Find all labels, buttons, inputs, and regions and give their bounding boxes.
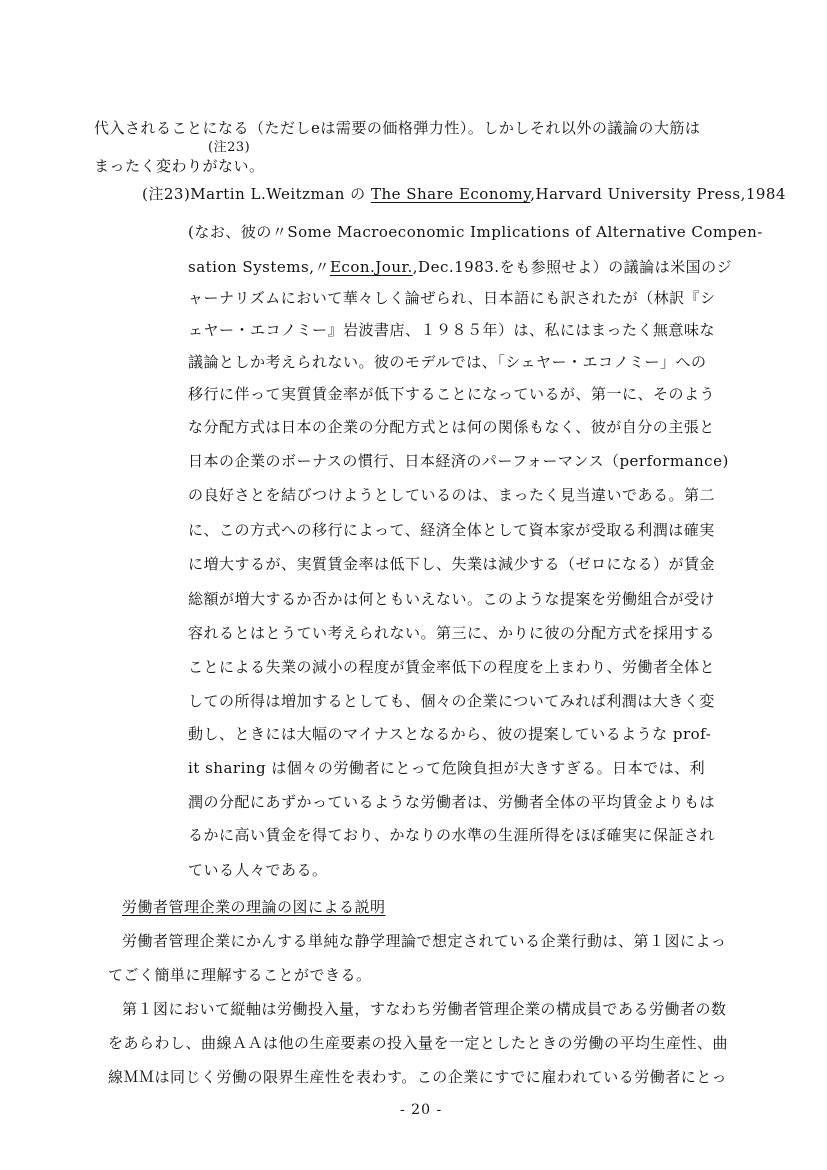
- footnote-line-12: に増大するが、実質賃金率は低下し、失業は減少する（ゼロになる）が賃金: [188, 555, 716, 573]
- paragraph-1-line-1: 代入されることになる（ただしeは需要の価格弾力性）。しかしそれ以外の議論の大筋は: [94, 119, 701, 137]
- footnote-line-3: [188, 258, 732, 276]
- paragraph-3-line-2: をあらわし、曲線ＡＡは他の生産要素の投入量を一定としたときの労働の平均生産性、曲: [108, 1034, 729, 1052]
- footnote-line-5: ェヤー・エコノミー』岩波書店、１９８５年）は、私にはまったく無意味な: [188, 321, 716, 339]
- paragraph-3-line-3: 線ＭＭは同じく労働の限界生産性を表わす。この企業にすでに雇われている労働者にとっ: [108, 1068, 727, 1086]
- footnote-line-14: 容れるとはとうてい考えられない。第三に、かりに彼の分配方式を採用する: [188, 624, 716, 642]
- paragraph-2-line-2: てごく簡単に理解することができる。: [108, 966, 372, 984]
- footnote-line-10: の良好さとを結びつけようとしているのは、まったく見当違いである。第二: [188, 486, 716, 504]
- footnote-journal: Econ.Jour.: [329, 258, 413, 276]
- footnote-line-19: 潤の分配にあずかっているような労働者は、労働者全体の平均賃金よりもは: [188, 793, 716, 811]
- footnote-line-11: に、この方式への移行によって、経済全体として資本家が受取る利潤は確実: [188, 521, 715, 539]
- footnote-label: (注23): [142, 185, 191, 203]
- paragraph-3-line-1: 第１図において縦軸は労働投入量，すなわち労働者管理企業の構成員である労働者の数: [122, 1000, 727, 1018]
- paragraph-2-line-1: 労働者管理企業にかんする単純な静学理論で想定されている企業行動は、第１図によっ: [122, 932, 727, 950]
- footnote-line-18: it sharing は個々の労働者にとって危険負担が大きすぎる。日本では、利: [188, 759, 706, 777]
- footnote-line-3-start: sation Systems,〃: [188, 258, 330, 276]
- footnote-author: Martin L.Weitzman の: [190, 185, 366, 203]
- footnote-line-7: 移行に伴って実質賃金率が低下することになっているが、第一に、そのよう: [188, 385, 716, 403]
- footnote-line-4: ャーナリズムにおいて華々しく論ぜられ、日本語にも訳されたが（林訳『シ: [188, 289, 716, 307]
- footnote-line-8: な分配方式は日本の企業の分配方式とは何の関係もなく、彼が自分の主張と: [188, 418, 715, 436]
- paragraph-1-line-2: まったく変わりがない。: [94, 157, 265, 175]
- footnote-line-17: 動し、ときには大幅のマイナスとなるから、彼の提案しているような prof-: [188, 725, 712, 743]
- footnote-first-line: [142, 185, 786, 203]
- footnote-publisher: ,Harvard University Press,1984: [530, 185, 787, 203]
- footnote-line-9: 日本の企業のボーナスの慣行、日本経済のパーフォーマンス（performance): [188, 452, 729, 470]
- footnote-line-6: 議論としか考えられない。彼のモデルでは、「シェヤー・エコノミー」への: [188, 353, 707, 371]
- footnote-line-2: (なお、彼の〃Some Macroeconomic Implications of Alternative Compen-: [188, 223, 763, 241]
- page-number: - 20 -: [400, 1102, 443, 1118]
- footnote-line-3-end: ,Dec.1983.をも参照せよ）の議論は米国のジ: [412, 258, 733, 276]
- footnote-line-15: ことによる失業の減小の程度が賃金率低下の程度を上まわり、労働者全体と: [188, 658, 716, 676]
- footnote-line-13: 総額が増大するか否かは何ともいえない。このような提案を労働組合が受け: [188, 590, 716, 608]
- footnote-book-title: The Share Economy: [370, 185, 531, 203]
- footnote-line-16: しての所得は増加するとしても、個々の企業についてみれば利潤は大きく変: [188, 692, 715, 710]
- footnote-line-21: ている人々である。: [188, 861, 328, 879]
- section-heading: 労働者管理企業の理論の図による説明: [122, 898, 386, 916]
- note-marker: (注23): [208, 140, 251, 155]
- footnote-line-20: るかに高い賃金を得ており、かなりの水準の生涯所得をほぼ確実に保証され: [188, 826, 716, 844]
